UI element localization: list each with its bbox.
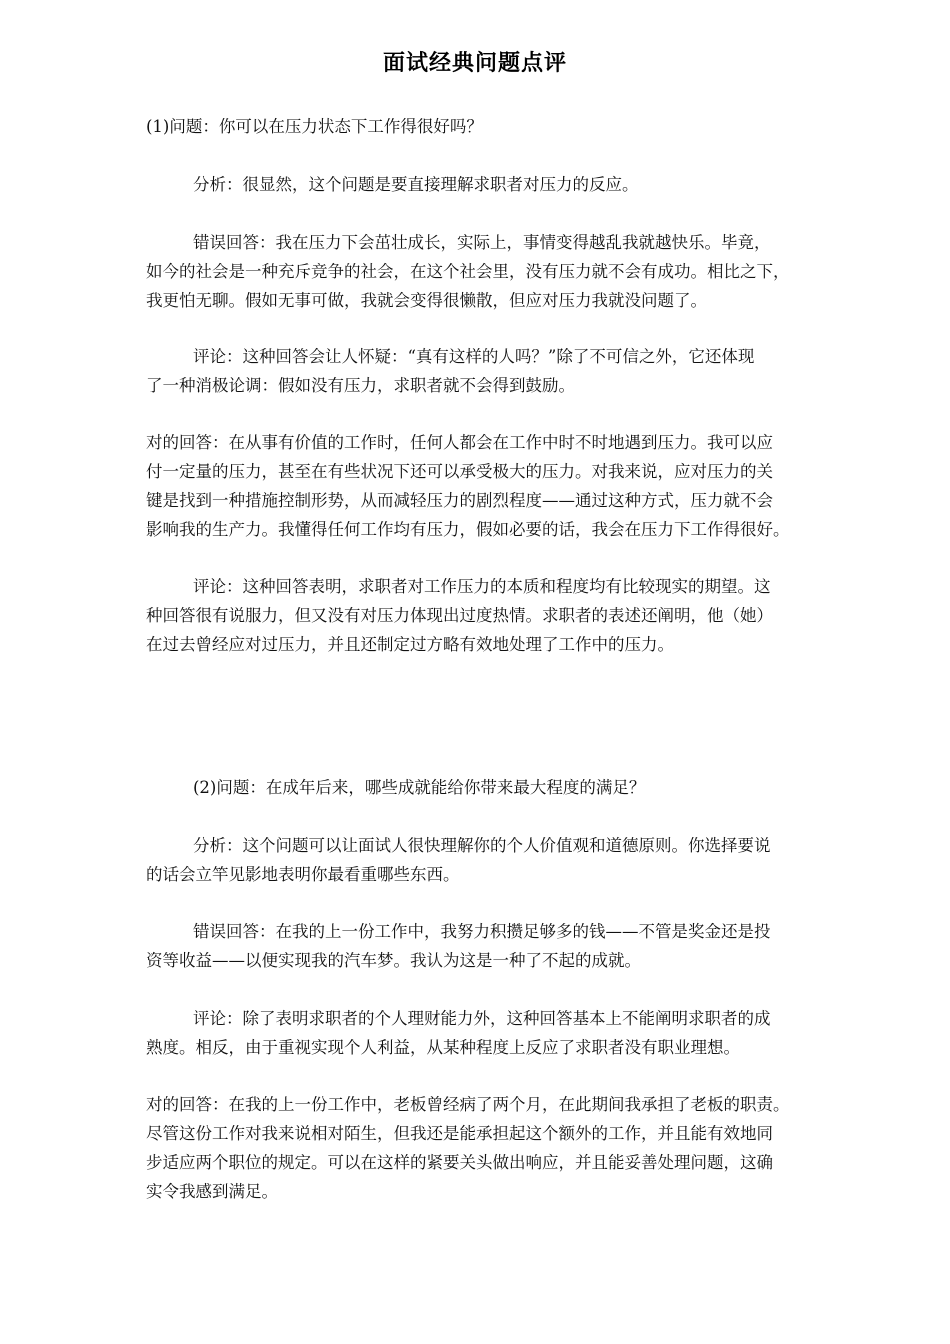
q1-wrong-answer-line: 如今的社会是一种充斥竞争的社会，在这个社会里，没有压力就不会有成功。相比之下， [146,262,790,281]
q2-question-line: (2)问题：在成年后来，哪些成就能给你带来最大程度的满足？ [193,778,646,797]
q1-comment-2-line: 评论：这种回答表明，求职者对工作压力的本质和程度均有比较现实的期望。这 [193,577,771,596]
q1-right-answer-line: 付一定量的压力，甚至在有些状况下还可以承受极大的压力。对我来说，应对压力的关 [146,462,773,481]
q1-comment-2 [146,572,888,659]
q2-comment [146,1004,888,1062]
q2-question [146,773,888,802]
q1-question [146,112,888,141]
q2-wrong-answer [146,917,888,975]
q1-analysis [146,170,888,199]
q1-comment-2-line: 种回答很有说服力，但又没有对压力体现出过度热情。求职者的表述还阐明，他（她） [146,606,773,625]
q1-wrong-answer-line: 我更怕无聊。假如无事可做，我就会变得很懒散，但应对压力我就没问题了。 [146,291,707,310]
q1-analysis-line: 分析：很显然，这个问题是要直接理解求职者对压力的反应。 [193,175,639,194]
q2-comment-line: 评论：除了表明求职者的个人理财能力外，这种回答基本上不能阐明求职者的成 [193,1009,771,1028]
q1-question-line: (1)问题：你可以在压力状态下工作得很好吗？ [146,117,483,136]
q1-right-answer-line: 键是找到一种措施控制形势，从而减轻压力的剧烈程度——通过这种方式，压力就不会 [146,491,773,510]
document-title: 面试经典问题点评 [382,51,567,76]
q2-analysis-line: 的话会立竿见影地表明你最看重哪些东西。 [146,865,460,884]
q2-analysis [146,831,888,889]
q2-right-answer-line: 实令我感到满足。 [146,1182,278,1201]
q1-comment-1-line: 了一种消极论调：假如没有压力，求职者就不会得到鼓励。 [146,376,575,395]
q1-comment-1 [146,342,888,400]
q2-comment-line: 熟度。相反，由于重视实现个人利益，从某种程度上反应了求职者没有职业理想。 [146,1038,740,1057]
q1-comment-1-line: 评论：这种回答会让人怀疑：“真有这样的人吗？”除了不可信之外，它还体现 [193,347,755,366]
q2-right-answer [146,1090,888,1206]
q1-wrong-answer [146,228,888,315]
q1-right-answer-line: 影响我的生产力。我懂得任何工作均有压力，假如必要的话，我会在压力下工作得很好。 [146,520,790,539]
q1-right-answer [146,428,888,544]
q2-wrong-answer-line: 错误回答：在我的上一份工作中，我努力积攒足够多的钱——不管是奖金还是投 [193,922,771,941]
q1-right-answer-line: 对的回答：在从事有价值的工作时，任何人都会在工作中时不时地遇到压力。我可以应 [146,433,773,452]
q2-right-answer-line: 步适应两个职位的规定。可以在这样的紧要关头做出响应，并且能妥善处理问题，这确 [146,1153,773,1172]
q1-wrong-answer-line: 错误回答：我在压力下会茁壮成长，实际上，事情变得越乱我就越快乐。毕竟， [193,233,771,252]
q1-comment-2-line: 在过去曾经应对过压力，并且还制定过方略有效地处理了工作中的压力。 [146,635,674,654]
q2-wrong-answer-line: 资等收益——以便实现我的汽车梦。我认为这是一种了不起的成就。 [146,951,641,970]
q2-right-answer-line: 尽管这份工作对我来说相对陌生，但我还是能承担起这个额外的工作，并且能有效地同 [146,1124,773,1143]
q2-right-answer-line: 对的回答：在我的上一份工作中，老板曾经病了两个月，在此期间我承担了老板的职责。 [146,1095,790,1114]
q2-analysis-line: 分析：这个问题可以让面试人很快理解你的个人价值观和道德原则。你选择要说 [193,836,771,855]
